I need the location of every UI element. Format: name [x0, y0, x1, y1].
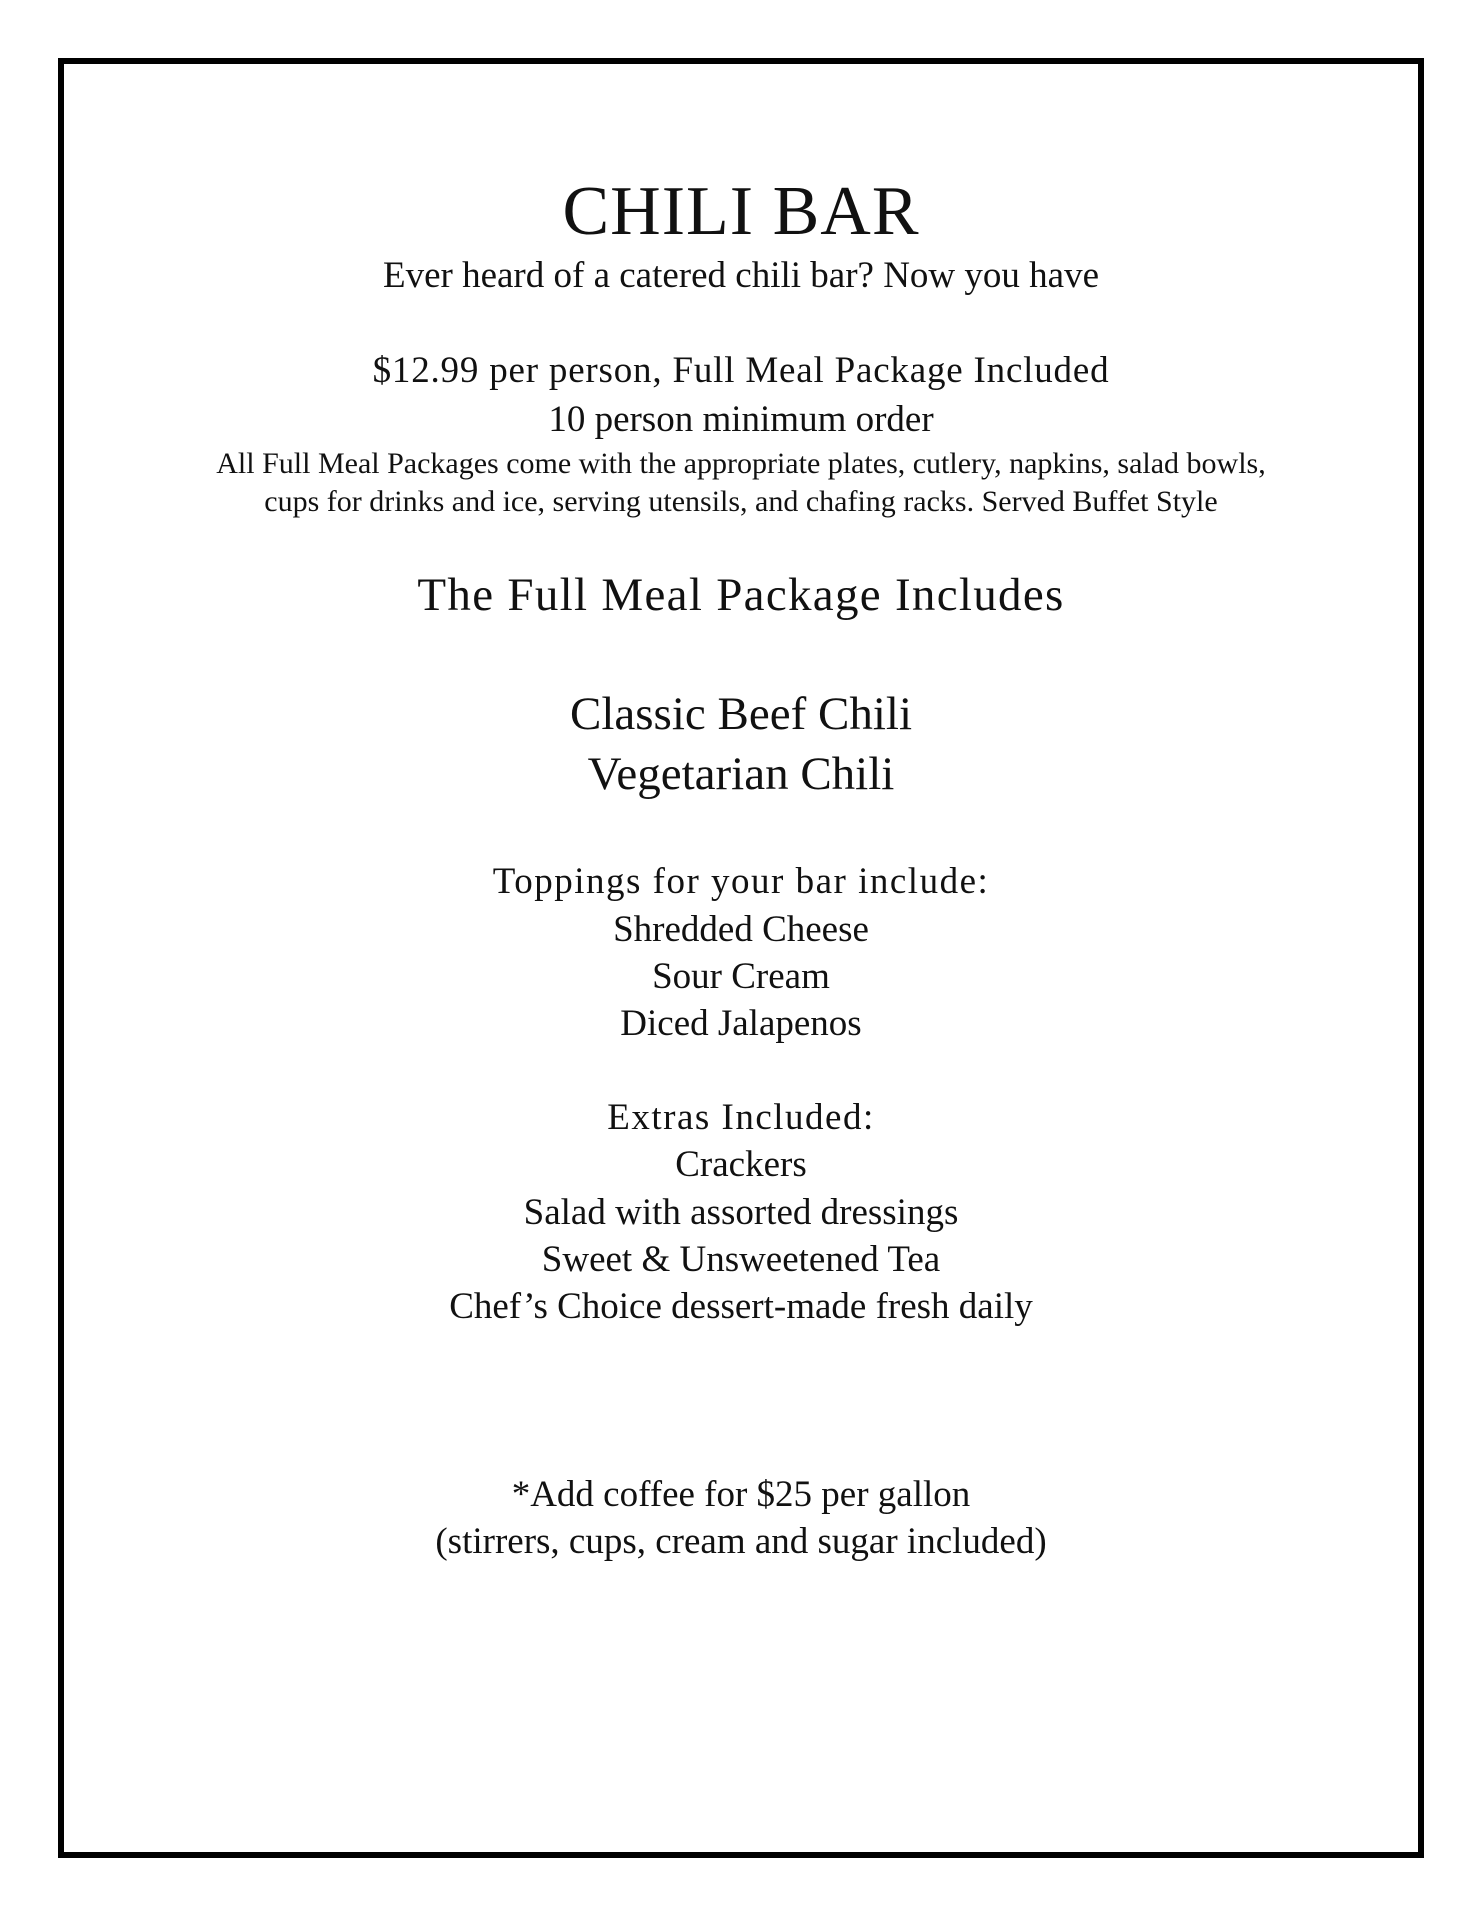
- chili-item: Classic Beef Chili: [569, 688, 912, 740]
- extra-item: Sweet & Unsweetened Tea: [541, 1239, 941, 1280]
- menu-title: CHILI BAR: [562, 173, 920, 250]
- topping-item: Sour Cream: [652, 956, 830, 997]
- chili-item: Vegetarian Chili: [587, 748, 895, 800]
- package-details-line: cups for drinks and ice, serving utensils, and chafing racks. Served Buffet Style: [264, 485, 1218, 518]
- toppings-heading: Toppings for your bar include:: [492, 861, 990, 902]
- coffee-note-details: (stirrers, cups, cream and sugar included): [435, 1521, 1047, 1562]
- package-heading: The Full Meal Package Includes: [417, 569, 1065, 621]
- extra-item: Chef’s Choice dessert-made fresh daily: [449, 1286, 1033, 1327]
- topping-item: Shredded Cheese: [613, 909, 869, 950]
- price-line: $12.99 per person, Full Meal Package Included: [372, 350, 1110, 391]
- menu-tagline: Ever heard of a catered chili bar? Now you have: [382, 255, 1099, 296]
- minimum-order: 10 person minimum order: [548, 399, 934, 440]
- package-details-line: All Full Meal Packages come with the appropriate plates, cutlery, napkins, salad bowls,: [216, 447, 1266, 480]
- extra-item: Crackers: [675, 1144, 807, 1185]
- coffee-note: *Add coffee for $25 per gallon: [511, 1474, 971, 1515]
- extra-item: Salad with assorted dressings: [523, 1192, 959, 1233]
- extras-heading: Extras Included:: [607, 1097, 875, 1138]
- topping-item: Diced Jalapenos: [620, 1003, 862, 1044]
